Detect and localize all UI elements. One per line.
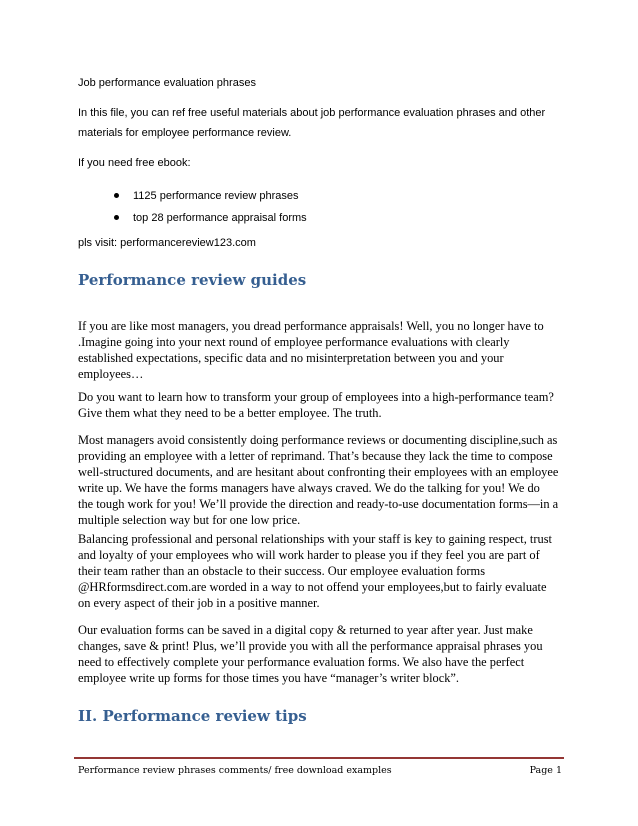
paragraph-line: on every aspect of their job in a positive manner.: [78, 596, 320, 610]
paragraph-line: employees…: [78, 367, 144, 381]
paragraph-line: .Imagine going into your next round of employee performance evaluations with clearly: [78, 335, 510, 349]
paragraph-line: providing an employee with a letter of reprimand. That’s because they lack the time to compose: [78, 449, 553, 463]
footer-rule: [74, 757, 564, 759]
paragraph-line: Do you want to learn how to transform your group of employees into a high-performance team?: [78, 390, 554, 404]
list-item-text: top 28 performance appraisal forms: [133, 212, 307, 224]
paragraph-line: Balancing professional and personal relationships with your staff is key to gaining respect, trust: [78, 532, 552, 546]
paragraph: [78, 622, 568, 686]
paragraph-line: write up. We have the forms managers have always craved. We do the talking for you! We do: [78, 481, 540, 495]
paragraph-line: well-structured documents, and are hesitant about confronting their employees with an employee: [78, 465, 559, 479]
paragraph-line: established expectations, specific data and no misinterpretation between you and your: [78, 351, 504, 365]
paragraph-line: If you are like most managers, you dread performance appraisals! Well, you no longer have to: [78, 319, 544, 333]
paragraph: [78, 432, 568, 528]
intro-line-1: In this file, you can ref free useful materials about job performance evaluation phrases and other: [78, 107, 546, 119]
paragraph-line: their team rather than an obstacle to their success. Our employee evaluation forms: [78, 564, 486, 578]
document-title: Job performance evaluation phrases: [78, 77, 256, 89]
paragraph-line: @HRformsdirect.com.are worded in a way to not offend your employees,but to fairly evaluate: [78, 580, 547, 594]
ebook-label: If you need free ebook:: [78, 157, 191, 169]
paragraph: [78, 389, 568, 421]
section-heading-guides: Performance review guides: [78, 271, 307, 289]
paragraph: [78, 318, 568, 382]
paragraph-line: Our evaluation forms can be saved in a digital copy & returned to year after year. Just make: [78, 623, 533, 637]
intro-line-2: materials for employee performance review.: [78, 127, 292, 139]
paragraph-line: Give them what they need to be a better employee. The truth.: [78, 406, 382, 420]
paragraph-line: multiple selection way but for one low price.: [78, 513, 301, 527]
section-heading-tips: II. Performance review tips: [78, 707, 307, 725]
paragraph: [78, 531, 568, 611]
bullet-icon: [114, 215, 119, 220]
paragraph-line: need to effectively complete your performance evaluation forms. We also have the perfect: [78, 655, 525, 669]
paragraph-line: employee write up forms for those times you have “manager’s writer block”.: [78, 671, 460, 685]
page-number: Page 1: [529, 765, 562, 776]
paragraph-line: the tough work for you! We’ll provide the direction and ready-to-use documentation forms—in a: [78, 497, 559, 511]
bullet-icon: [114, 193, 119, 198]
footer-left-text: Performance review phrases comments/ free download examples: [78, 765, 392, 776]
visit-link-text: pls visit: performancereview123.com: [78, 237, 256, 249]
paragraph-line: changes, save & print! Plus, we’ll provide you with all the performance appraisal phrases you: [78, 639, 543, 653]
paragraph-line: and loyalty of your employees who will work harder to please you if they feel you are part of: [78, 548, 540, 562]
paragraph-line: Most managers avoid consistently doing performance reviews or documenting discipline,such as: [78, 433, 558, 447]
list-item-text: 1125 performance review phrases: [133, 190, 299, 202]
